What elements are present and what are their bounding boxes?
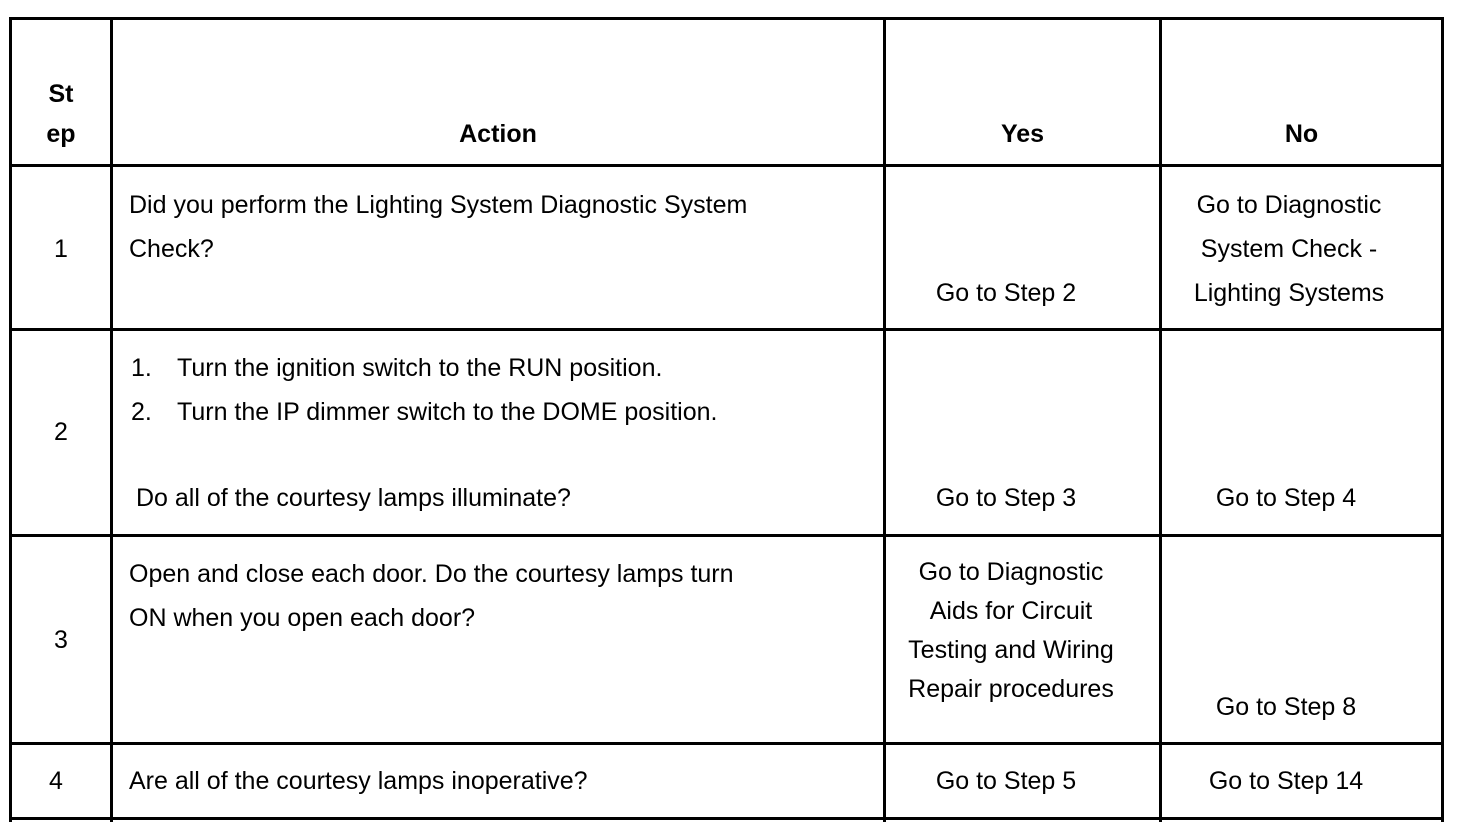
header-no: No [1284,120,1319,148]
row2-list-text-2: Turn the IP dimmer switch to the DOME position. [177,398,718,426]
header-action: Action [459,120,537,148]
row3-step: 3 [54,626,68,654]
diagnostic-table [9,17,1446,822]
row1-action-line1: Did you perform the Lighting System Diagnostic System [129,191,748,219]
row1-step: 1 [54,235,68,263]
row2-step: 2 [54,418,68,446]
row2-list-text-1: Turn the ignition switch to the RUN position. [177,354,663,382]
row3-action-line2: ON when you open each door? [129,604,476,632]
row3-yes-line4: Repair procedures [908,675,1114,703]
row1-yes: Go to Step 2 [935,279,1077,307]
row-divider-header [9,164,1444,167]
row1-action-line2: Check? [129,235,214,263]
row4-step: 4 [49,767,63,795]
row4-no: Go to Step 14 [1208,767,1364,795]
row2-list-item-1 [131,346,662,390]
row2-yes: Go to Step 3 [935,484,1077,512]
table-border-top [9,17,1444,20]
row-divider-2 [9,534,1444,537]
row1-no-line3: Lighting Systems [1193,279,1385,307]
table-border-right [1441,17,1444,822]
row3-yes-line2: Aids for Circuit [929,597,1093,625]
row2-list-num-1: 1. [131,354,152,382]
row3-action-line1: Open and close each door. Do the courtesy lamps turn [129,560,734,588]
row4-yes: Go to Step 5 [935,767,1077,795]
row3-yes-line3: Testing and Wiring [908,636,1114,664]
header-step-line2: ep [46,120,76,148]
row3-yes-line1: Go to Diagnostic [918,558,1104,586]
row4-action: Are all of the courtesy lamps inoperative? [129,767,588,795]
header-step-line1: St [48,80,74,108]
row2-list-num-2: 2. [131,398,152,426]
row-divider-1 [9,328,1444,331]
table-border-bottom [9,817,1444,820]
row1-no-line1: Go to Diagnostic [1196,191,1382,219]
row1-no-line2: System Check - [1200,235,1378,263]
row-divider-3 [9,742,1444,745]
row2-no: Go to Step 4 [1215,484,1357,512]
header-step [12,74,110,154]
row2-list-item-2 [131,390,717,434]
row2-question: Do all of the courtesy lamps illuminate? [136,484,571,512]
header-yes: Yes [1000,120,1045,148]
row3-no: Go to Step 8 [1215,693,1357,721]
